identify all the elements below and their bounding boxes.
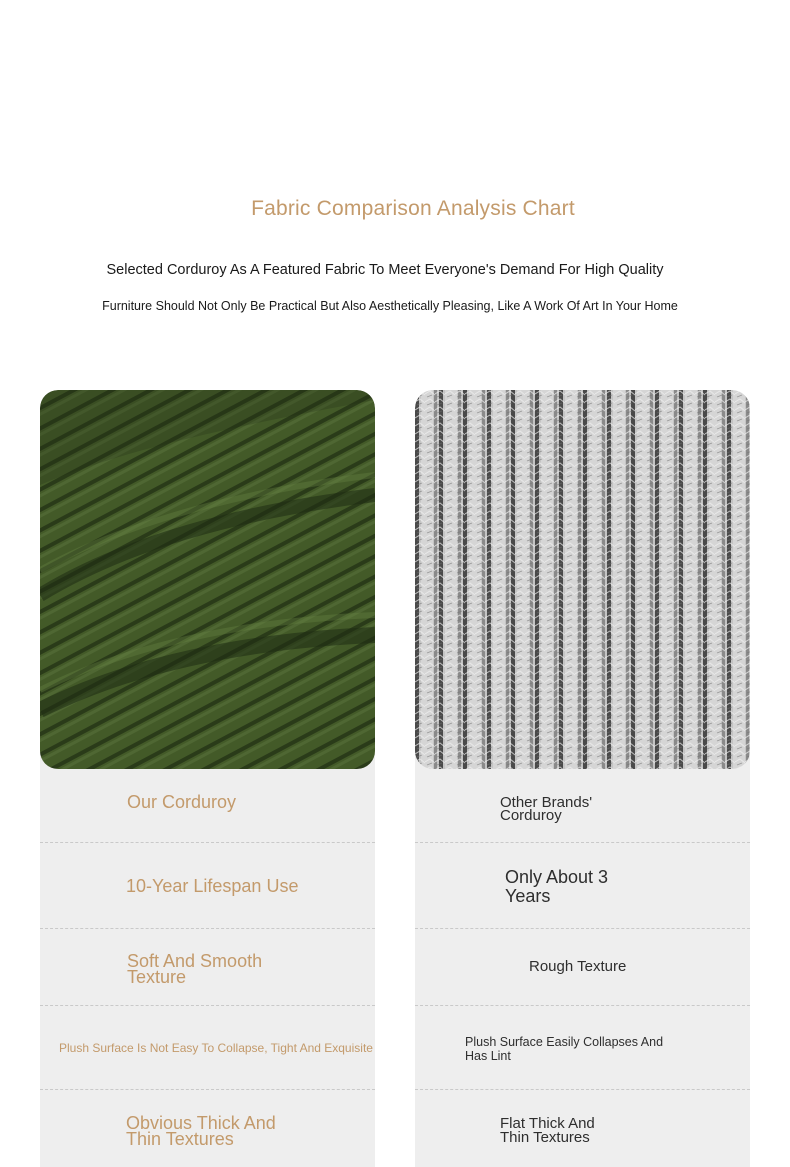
other-thickness-cell — [415, 1090, 750, 1167]
other-texture-text: Rough Texture — [529, 958, 627, 975]
our-plush-cell — [40, 1006, 375, 1090]
green-corduroy-image — [40, 390, 375, 769]
page-tagline: Furniture Should Not Only Be Practical But Also Aesthetically Pleasing, Like A Work Of Art In Your Home — [102, 299, 678, 313]
other-label-cell — [415, 769, 750, 843]
other-plush-cell — [415, 1006, 750, 1090]
page-title: Fabric Comparison Analysis Chart — [251, 197, 575, 220]
other-lifespan-cell — [415, 843, 750, 929]
our-label-cell — [40, 769, 375, 843]
page-subtitle: Selected Corduroy As A Featured Fabric To Meet Everyone's Demand For High Quality — [106, 262, 664, 278]
our-plush-text: Plush Surface Is Not Easy To Collapse, Tight And Exquisite — [59, 1041, 373, 1055]
other-thickness-text: Flat Thick And Thin Textures — [500, 1115, 595, 1146]
our-corduroy-column — [40, 390, 375, 1167]
our-thickness-cell — [40, 1090, 375, 1167]
our-texture-text: Soft And Smooth Texture — [127, 951, 263, 987]
other-texture-cell — [415, 929, 750, 1006]
our-texture-cell — [40, 929, 375, 1006]
other-brands-column — [415, 390, 750, 1167]
our-thickness-text: Obvious Thick And Thin Textures — [126, 1113, 276, 1149]
other-corduroy-label: Other Brands' Corduroy — [500, 794, 593, 824]
other-lifespan-text: Only About 3 Years — [505, 867, 609, 906]
our-lifespan-text: 10-Year Lifespan Use — [126, 876, 299, 896]
our-corduroy-label: Our Corduroy — [127, 792, 237, 812]
other-plush-text: Plush Surface Easily Collapses And Has Lint — [465, 1035, 664, 1063]
gray-corduroy-image — [415, 390, 750, 769]
our-lifespan-cell — [40, 843, 375, 929]
